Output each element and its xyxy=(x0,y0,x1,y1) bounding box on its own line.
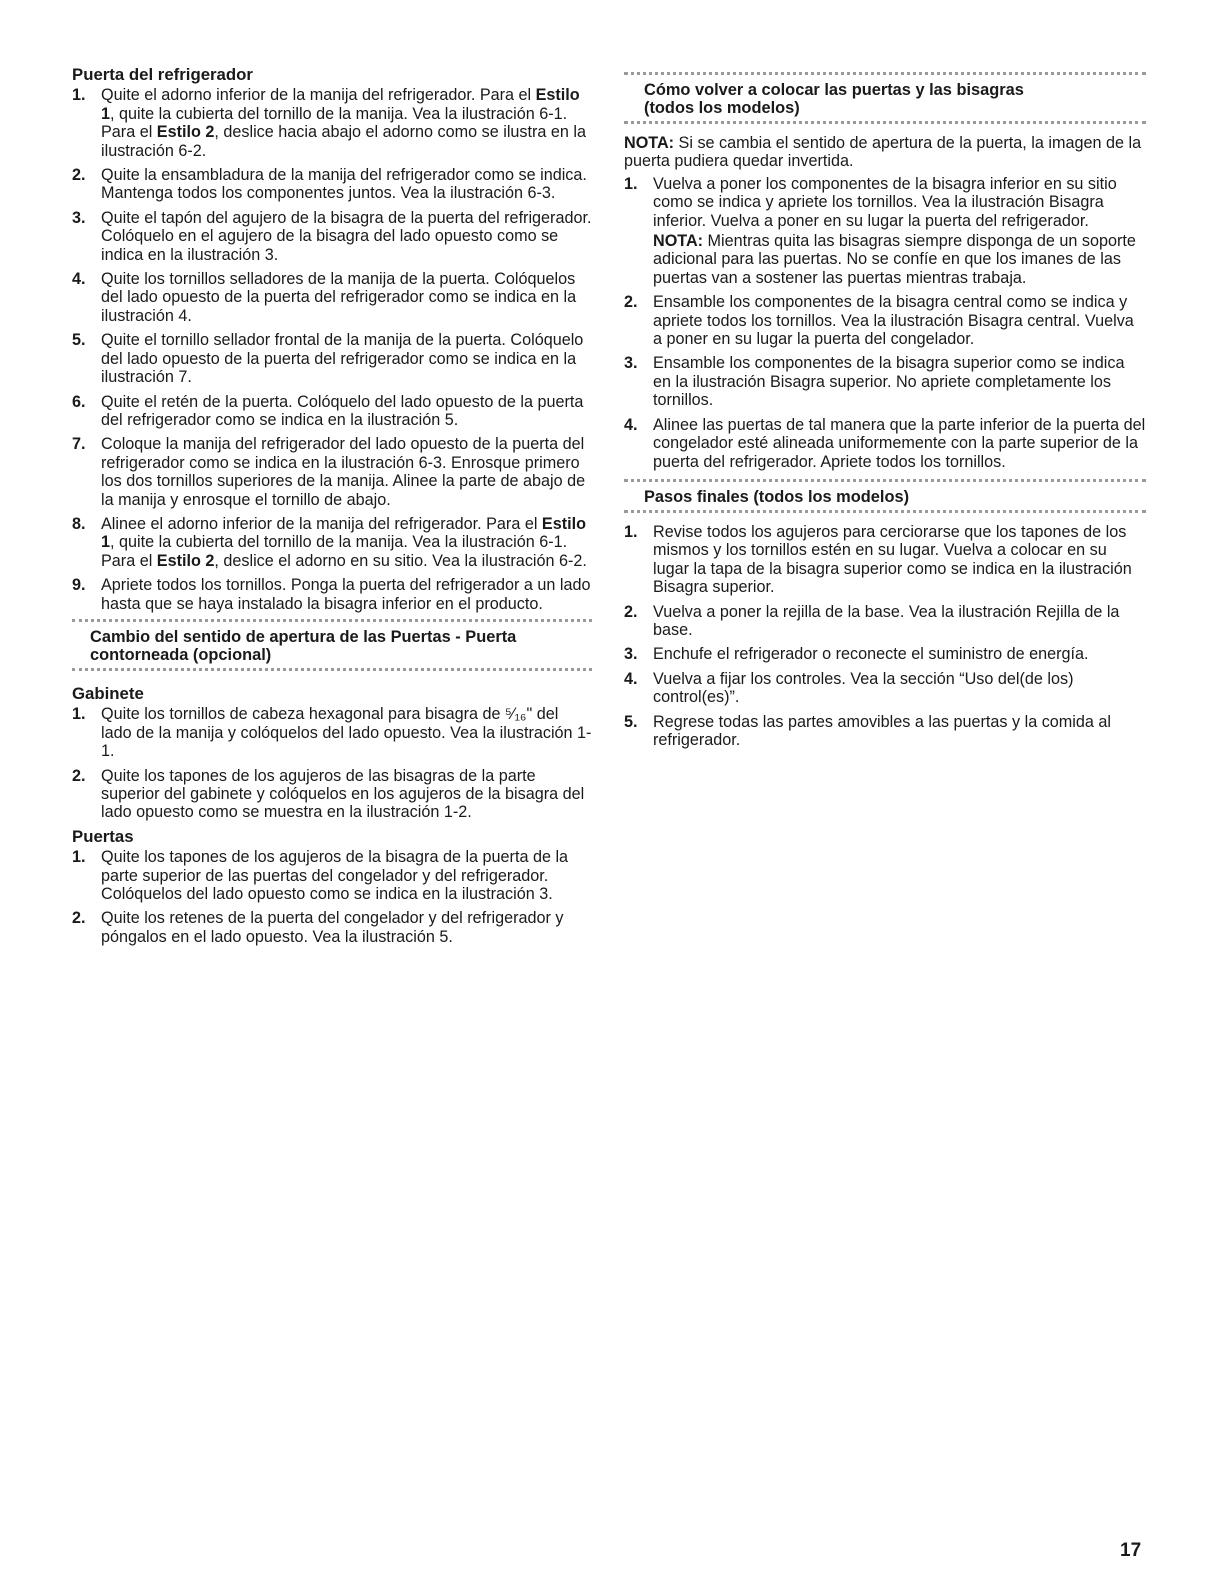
list-item: 1. Quite los tapones de los agujeros de la bisagra de la puerta de la parte superior de las puertas del congelador y del refrigerador. Colóquelos del lado opuesto como se indica en la ilustración 3. xyxy=(72,848,569,904)
section-rule-bottom xyxy=(624,510,1146,513)
list-item: 3. Quite el tapón del agujero de la bisagra de la puerta del refrigerador. Colóquelo en el agujero de la bisagra del lado opuesto como se indica en la ilustración 3. xyxy=(72,208,592,264)
section-pasos-finales xyxy=(624,479,1146,513)
section-rule-bottom xyxy=(72,668,592,671)
list-item: 2. Ensamble los componentes de la bisagra central como se indica y apriete todos los tornillos. Vea la ilustración Bisagra central. Vuelva a poner en su lugar la puerta del congelador. xyxy=(624,293,1134,349)
list-item: 4. Vuelva a fijar los controles. Vea la sección “Uso del(de los) control(es)”. xyxy=(624,669,1074,707)
section-rule-bottom xyxy=(624,121,1146,124)
list-item: 2. Quite los retenes de la puerta del congelador y del refrigerador y póngalos en el lado opuesto. Vea la ilustración 5. xyxy=(72,909,564,946)
list-item: 1. Revise todos los agujeros para cerciorarse que los tapones de los mismos y los tornillos estén en su lugar. Vuelva a colocar en su lugar la tapa de la bisagra superior como se indica en la ilustración Bisagra superior. xyxy=(624,522,1132,597)
section-title-pasos: Pasos finales (todos los modelos) xyxy=(644,487,910,506)
left-column xyxy=(72,66,592,952)
list-item: 1. Quite los tornillos de cabeza hexagonal para bisagra de ⁵⁄₁₆" del lado de la manija y colóquelos del lado opuesto. Vea la ilustración 1-1. xyxy=(72,705,592,761)
list-item: 2. Vuelva a poner la rejilla de la base. Vea la ilustración Rejilla de la base. xyxy=(624,602,1120,639)
list-item: 3. Enchufe el refrigerador o reconecte el suministro de energía. xyxy=(624,645,1089,664)
list-item: 9. Apriete todos los tornillos. Ponga la puerta del refrigerador a un lado hasta que se haya instalado la bisagra inferior en el producto. xyxy=(72,576,591,613)
list-item: 7. Coloque la manija del refrigerador del lado opuesto de la puerta del refrigerador como se indica en la ilustración 6-3. Enrosque primero los dos tornillos superiores de la manija. Alinee la parte de abajo de la manija y enrosque el tornillo de abajo. xyxy=(72,435,586,509)
list-item: 4. Alinee las puertas de tal manera que la parte inferior de la puerta del congelador esté alineada uniformemente con la parte superior de la puerta del refrigerador. Apriete todos los tornillos. xyxy=(624,415,1146,471)
list-gabinete xyxy=(72,705,592,821)
note-paragraph: NOTA: Si se cambia el sentido de apertura de la puerta, la imagen de la puerta pudiera quedar invertida. xyxy=(624,134,1142,171)
list-item: 1. Vuelva a poner los componentes de la bisagra inferior en su sitio como se indica y apriete los tornillos. Vea la ilustración Bisagra inferior. Vuelva a poner en su lugar la puerta del refrigerador. NOTA: Mientras quita las bisagras siempre disponga de un soporte adicional para las puertas. No se confíe en que los imanes de las puertas van a sostener las puertas mientras trabaja. xyxy=(624,175,1146,287)
list-item: 2. Quite los tapones de los agujeros de las bisagras de la parte superior del gabinete y colóquelos en los agujeros de la bisagra del lado opuesto como se muestra en la ilustración 1-2. xyxy=(72,766,585,822)
list-item: 5. Regrese todas las partes amovibles a las puertas y la comida al refrigerador. xyxy=(624,712,1111,749)
list-item: 4. Quite los tornillos selladores de la manija de la puerta. Colóquelos del lado opuesto de la puerta del refrigerador como se indica en la ilustración 4. xyxy=(72,270,577,325)
list-puertas xyxy=(72,848,592,946)
list-pasos-finales xyxy=(624,523,1146,749)
heading-puertas: Puertas xyxy=(72,826,134,846)
section-title-cambio: Cambio del sentido de apertura de las Puertas - Puerta contorneada (opcional) xyxy=(90,627,517,664)
list-como-volver xyxy=(624,175,1146,471)
heading-gabinete: Gabinete xyxy=(72,683,144,703)
section-cambio-sentido xyxy=(72,619,592,671)
heading-puerta-refrigerador: Puerta del refrigerador xyxy=(72,65,253,84)
list-item: 3. Ensamble los componentes de la bisagra superior como se indica en la ilustración Bisagra superior. No apriete completamente los tornillos. xyxy=(624,354,1125,410)
list-item: 2. Quite la ensambladura de la manija del refrigerador como se indica. Mantenga todos los componentes juntos. Vea la ilustración 6-3. xyxy=(72,166,587,203)
list-item: 5. Quite el tornillo sellador frontal de la manija de la puerta. Colóquelo del lado opuesto de la puerta del refrigerador como se indica en la ilustración 7. xyxy=(72,331,584,387)
list-item: 8. Alinee el adorno inferior de la manija del refrigerador. Para el Estilo 1, quite la cubierta del tornillo de la manija. Vea la ilustración 6-1. Para el Estilo 2, deslice el adorno en su sitio. Vea la ilustración 6-2. xyxy=(72,514,587,570)
list-item: 6. Quite el retén de la puerta. Colóquelo del lado opuesto de la puerta del refrigerador como se indica en la ilustración 5. xyxy=(72,392,584,429)
page-number: 17 xyxy=(1120,1540,1142,1561)
list-puerta-refrigerador xyxy=(72,86,592,613)
section-como-volver xyxy=(624,72,1146,124)
sub-note: NOTA: Mientras quita las bisagras siempre disponga de un soporte adicional para las puertas. No se confíe en que los imanes de las puertas van a sostener las puertas mientras trabaja. xyxy=(653,232,1136,287)
section-title-como: Cómo volver a colocar las puertas y las bisagras (todos los modelos) xyxy=(644,81,1024,117)
right-column xyxy=(624,72,1146,755)
list-item: 1. Quite el adorno inferior de la manija del refrigerador. Para el Estilo 1, quite la cubierta del tornillo de la manija. Vea la ilustración 6-1. Para el Estilo 2, deslice hacia abajo el adorno como se ilustra en la ilustración 6-2. xyxy=(72,86,587,160)
